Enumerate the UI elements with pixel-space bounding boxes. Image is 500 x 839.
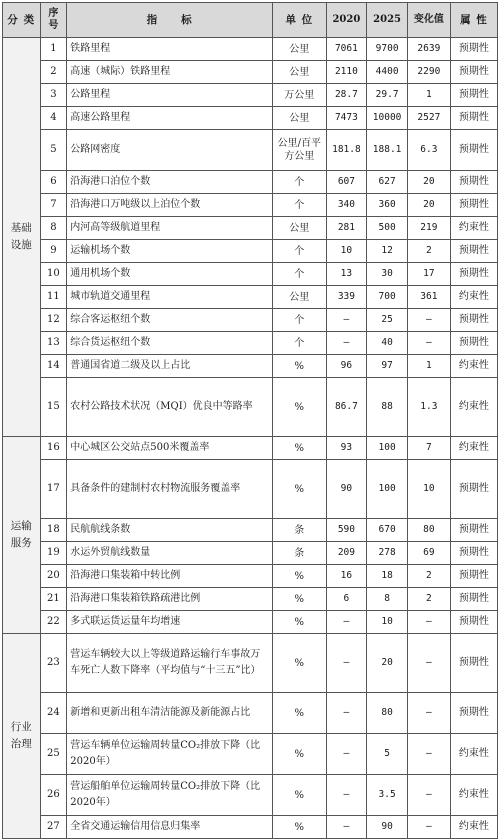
unit-cell: 个	[272, 332, 326, 355]
seq-cell: 24	[40, 693, 67, 734]
table-row	[3, 286, 498, 309]
header-row	[3, 3, 498, 38]
header-seq: 序号	[40, 3, 67, 38]
value-2020-cell: —	[326, 816, 367, 839]
indicator-cell: 沿海港口万吨级以上泊位个数	[67, 194, 273, 217]
seq-cell: 27	[40, 816, 67, 839]
header-unit: 单 位	[272, 3, 326, 38]
attribute-cell: 预期性	[450, 588, 497, 611]
unit-cell: 公里	[272, 286, 326, 309]
unit-cell: %	[272, 816, 326, 839]
unit-cell: %	[272, 693, 326, 734]
seq-cell: 18	[40, 519, 67, 542]
unit-cell: %	[272, 611, 326, 634]
change-cell: —	[407, 634, 450, 693]
unit-cell: %	[272, 565, 326, 588]
table-row	[3, 194, 498, 217]
unit-cell: %	[272, 460, 326, 519]
attribute-cell: 预期性	[450, 519, 497, 542]
value-2020-cell: 590	[326, 519, 367, 542]
indicator-cell: 内河高等级航道里程	[67, 217, 273, 240]
change-cell: —	[407, 332, 450, 355]
seq-cell: 2	[40, 61, 67, 84]
change-cell: 1.3	[407, 378, 450, 437]
attribute-cell: 预期性	[450, 240, 497, 263]
value-2025-cell: 627	[367, 171, 408, 194]
unit-cell: 公里	[272, 107, 326, 130]
indicator-cell: 沿海港口泊位个数	[67, 171, 273, 194]
change-cell: 2527	[407, 107, 450, 130]
indicator-table	[2, 2, 498, 839]
value-2020-cell: —	[326, 332, 367, 355]
change-cell: 2	[407, 240, 450, 263]
indicator-cell: 沿海港口集装箱中转比例	[67, 565, 273, 588]
table-row	[3, 217, 498, 240]
indicator-cell: 营运车辆较大以上等级道路运输行车事故万车死亡人数下降率（平均值与“十三五”比）	[67, 634, 273, 693]
value-2025-cell: 80	[367, 693, 408, 734]
seq-cell: 13	[40, 332, 67, 355]
table-row	[3, 130, 498, 171]
indicator-cell: 通用机场个数	[67, 263, 273, 286]
attribute-cell: 预期性	[450, 130, 497, 171]
indicator-cell: 运输机场个数	[67, 240, 273, 263]
indicator-cell: 新增和更新出租车清洁能源及新能源占比	[67, 693, 273, 734]
unit-cell: 个	[272, 194, 326, 217]
category-cell: 行业治理	[3, 634, 41, 839]
attribute-cell: 预期性	[450, 38, 497, 61]
value-2020-cell: 90	[326, 460, 367, 519]
table-row	[3, 634, 498, 693]
change-cell: —	[407, 309, 450, 332]
change-cell: —	[407, 611, 450, 634]
unit-cell: 个	[272, 263, 326, 286]
seq-cell: 15	[40, 378, 67, 437]
value-2025-cell: 8	[367, 588, 408, 611]
header-indicator: 指 标	[67, 3, 273, 38]
unit-cell: %	[272, 775, 326, 816]
indicator-cell: 高速（城际）铁路里程	[67, 61, 273, 84]
indicator-cell: 民航航线条数	[67, 519, 273, 542]
value-2020-cell: —	[326, 734, 367, 775]
indicator-cell: 营运车辆单位运输周转量CO₂排放下降（比2020年）	[67, 734, 273, 775]
change-cell: —	[407, 775, 450, 816]
seq-cell: 12	[40, 309, 67, 332]
unit-cell: 公里	[272, 61, 326, 84]
value-2025-cell: 12	[367, 240, 408, 263]
header-2020: 2020	[326, 3, 367, 38]
unit-cell: %	[272, 634, 326, 693]
attribute-cell: 预期性	[450, 693, 497, 734]
change-cell: 20	[407, 194, 450, 217]
seq-cell: 19	[40, 542, 67, 565]
seq-cell: 5	[40, 130, 67, 171]
header-change: 变化值	[407, 3, 450, 38]
change-cell: 10	[407, 460, 450, 519]
seq-cell: 16	[40, 437, 67, 460]
table-row	[3, 775, 498, 816]
value-2020-cell: 7473	[326, 107, 367, 130]
table-row	[3, 734, 498, 775]
seq-cell: 21	[40, 588, 67, 611]
seq-cell: 26	[40, 775, 67, 816]
value-2020-cell: —	[326, 634, 367, 693]
change-cell: 69	[407, 542, 450, 565]
attribute-cell: 预期性	[450, 611, 497, 634]
change-cell: 1	[407, 355, 450, 378]
indicator-cell: 公路里程	[67, 84, 273, 107]
attribute-cell: 预期性	[450, 565, 497, 588]
indicator-cell: 高速公路里程	[67, 107, 273, 130]
indicator-cell: 综合货运枢纽个数	[67, 332, 273, 355]
table-row	[3, 240, 498, 263]
indicator-cell: 水运外贸航线数量	[67, 542, 273, 565]
header-2025: 2025	[367, 3, 408, 38]
seq-cell: 11	[40, 286, 67, 309]
value-2020-cell: —	[326, 611, 367, 634]
change-cell: 6.3	[407, 130, 450, 171]
seq-cell: 1	[40, 38, 67, 61]
value-2020-cell: 209	[326, 542, 367, 565]
indicator-cell: 铁路里程	[67, 38, 273, 61]
indicator-cell: 全省交通运输信用信息归集率	[67, 816, 273, 839]
value-2025-cell: 700	[367, 286, 408, 309]
value-2020-cell: 7061	[326, 38, 367, 61]
table-row	[3, 61, 498, 84]
indicator-cell: 农村公路技术状况（MQI）优良中等路率	[67, 378, 273, 437]
unit-cell: 公里/百平方公里	[272, 130, 326, 171]
indicator-cell: 中心城区公交站点500米覆盖率	[67, 437, 273, 460]
category-cell: 运输服务	[3, 437, 41, 634]
value-2020-cell: 6	[326, 588, 367, 611]
value-2020-cell: 86.7	[326, 378, 367, 437]
table-row	[3, 355, 498, 378]
value-2025-cell: 3.5	[367, 775, 408, 816]
table-row	[3, 263, 498, 286]
value-2025-cell: 29.7	[367, 84, 408, 107]
unit-cell: 条	[272, 519, 326, 542]
unit-cell: %	[272, 355, 326, 378]
table-row	[3, 332, 498, 355]
table-row	[3, 107, 498, 130]
value-2025-cell: 9700	[367, 38, 408, 61]
table-row	[3, 565, 498, 588]
attribute-cell: 约束性	[450, 355, 497, 378]
table-row	[3, 38, 498, 61]
value-2025-cell: 100	[367, 460, 408, 519]
value-2025-cell: 10000	[367, 107, 408, 130]
attribute-cell: 预期性	[450, 107, 497, 130]
table-body	[3, 38, 498, 839]
attribute-cell: 预期性	[450, 194, 497, 217]
category-cell: 基础设施	[3, 38, 41, 437]
change-cell: 219	[407, 217, 450, 240]
unit-cell: 个	[272, 240, 326, 263]
value-2025-cell: 30	[367, 263, 408, 286]
change-cell: 17	[407, 263, 450, 286]
attribute-cell: 约束性	[450, 286, 497, 309]
value-2020-cell: —	[326, 775, 367, 816]
attribute-cell: 预期性	[450, 332, 497, 355]
seq-cell: 8	[40, 217, 67, 240]
attribute-cell: 预期性	[450, 84, 497, 107]
attribute-cell: 预期性	[450, 263, 497, 286]
attribute-cell: 预期性	[450, 634, 497, 693]
seq-cell: 23	[40, 634, 67, 693]
change-cell: 361	[407, 286, 450, 309]
value-2025-cell: 88	[367, 378, 408, 437]
unit-cell: 万公里	[272, 84, 326, 107]
header-category: 分 类	[3, 3, 41, 38]
change-cell: —	[407, 693, 450, 734]
unit-cell: 个	[272, 171, 326, 194]
change-cell: —	[407, 734, 450, 775]
change-cell: —	[407, 816, 450, 839]
indicator-cell: 普通国省道二级及以上占比	[67, 355, 273, 378]
value-2020-cell: 607	[326, 171, 367, 194]
value-2025-cell: 90	[367, 816, 408, 839]
value-2025-cell: 278	[367, 542, 408, 565]
unit-cell: 公里	[272, 38, 326, 61]
indicator-cell: 公路网密度	[67, 130, 273, 171]
table-row	[3, 171, 498, 194]
table-row	[3, 378, 498, 437]
seq-cell: 20	[40, 565, 67, 588]
attribute-cell: 约束性	[450, 775, 497, 816]
unit-cell: %	[272, 588, 326, 611]
seq-cell: 17	[40, 460, 67, 519]
table-row	[3, 611, 498, 634]
change-cell: 7	[407, 437, 450, 460]
value-2020-cell: 281	[326, 217, 367, 240]
table-row	[3, 542, 498, 565]
attribute-cell: 预期性	[450, 171, 497, 194]
seq-cell: 9	[40, 240, 67, 263]
seq-cell: 22	[40, 611, 67, 634]
indicator-cell: 具备条件的建制村农村物流服务覆盖率	[67, 460, 273, 519]
value-2025-cell: 40	[367, 332, 408, 355]
attribute-cell: 约束性	[450, 378, 497, 437]
unit-cell: 个	[272, 309, 326, 332]
value-2020-cell: 339	[326, 286, 367, 309]
table-row	[3, 309, 498, 332]
seq-cell: 14	[40, 355, 67, 378]
value-2020-cell: 28.7	[326, 84, 367, 107]
change-cell: 2639	[407, 38, 450, 61]
indicator-cell: 多式联运货运量年均增速	[67, 611, 273, 634]
value-2025-cell: 360	[367, 194, 408, 217]
unit-cell: 公里	[272, 217, 326, 240]
unit-cell: %	[272, 437, 326, 460]
value-2020-cell: 10	[326, 240, 367, 263]
value-2025-cell: 500	[367, 217, 408, 240]
seq-cell: 6	[40, 171, 67, 194]
seq-cell: 4	[40, 107, 67, 130]
value-2025-cell: 20	[367, 634, 408, 693]
value-2020-cell: 13	[326, 263, 367, 286]
attribute-cell: 约束性	[450, 816, 497, 839]
value-2020-cell: 93	[326, 437, 367, 460]
table-row	[3, 437, 498, 460]
indicator-cell: 城市轨道交通里程	[67, 286, 273, 309]
attribute-cell: 预期性	[450, 460, 497, 519]
attribute-cell: 约束性	[450, 217, 497, 240]
value-2025-cell: 188.1	[367, 130, 408, 171]
value-2025-cell: 4400	[367, 61, 408, 84]
change-cell: 1	[407, 84, 450, 107]
change-cell: 20	[407, 171, 450, 194]
unit-cell: %	[272, 378, 326, 437]
value-2020-cell: 96	[326, 355, 367, 378]
change-cell: 80	[407, 519, 450, 542]
unit-cell: 条	[272, 542, 326, 565]
value-2025-cell: 10	[367, 611, 408, 634]
table-row	[3, 460, 498, 519]
change-cell: 2	[407, 588, 450, 611]
attribute-cell: 预期性	[450, 309, 497, 332]
value-2020-cell: 181.8	[326, 130, 367, 171]
value-2020-cell: 2110	[326, 61, 367, 84]
attribute-cell: 约束性	[450, 437, 497, 460]
indicator-cell: 营运船舶单位运输周转量CO₂排放下降（比2020年）	[67, 775, 273, 816]
unit-cell: %	[272, 734, 326, 775]
seq-cell: 7	[40, 194, 67, 217]
change-cell: 2	[407, 565, 450, 588]
seq-cell: 25	[40, 734, 67, 775]
header-attr: 属 性	[450, 3, 497, 38]
attribute-cell: 约束性	[450, 734, 497, 775]
table-row	[3, 519, 498, 542]
seq-cell: 10	[40, 263, 67, 286]
value-2025-cell: 97	[367, 355, 408, 378]
indicator-cell: 沿海港口集装箱铁路疏港比例	[67, 588, 273, 611]
value-2025-cell: 100	[367, 437, 408, 460]
value-2020-cell: 340	[326, 194, 367, 217]
seq-cell: 3	[40, 84, 67, 107]
value-2020-cell: —	[326, 309, 367, 332]
attribute-cell: 预期性	[450, 542, 497, 565]
indicator-cell: 综合客运枢纽个数	[67, 309, 273, 332]
table-row	[3, 693, 498, 734]
table-row	[3, 588, 498, 611]
table-row	[3, 816, 498, 839]
value-2025-cell: 5	[367, 734, 408, 775]
value-2020-cell: —	[326, 693, 367, 734]
value-2025-cell: 670	[367, 519, 408, 542]
value-2020-cell: 16	[326, 565, 367, 588]
value-2025-cell: 18	[367, 565, 408, 588]
attribute-cell: 预期性	[450, 61, 497, 84]
value-2025-cell: 25	[367, 309, 408, 332]
change-cell: 2290	[407, 61, 450, 84]
table-row	[3, 84, 498, 107]
